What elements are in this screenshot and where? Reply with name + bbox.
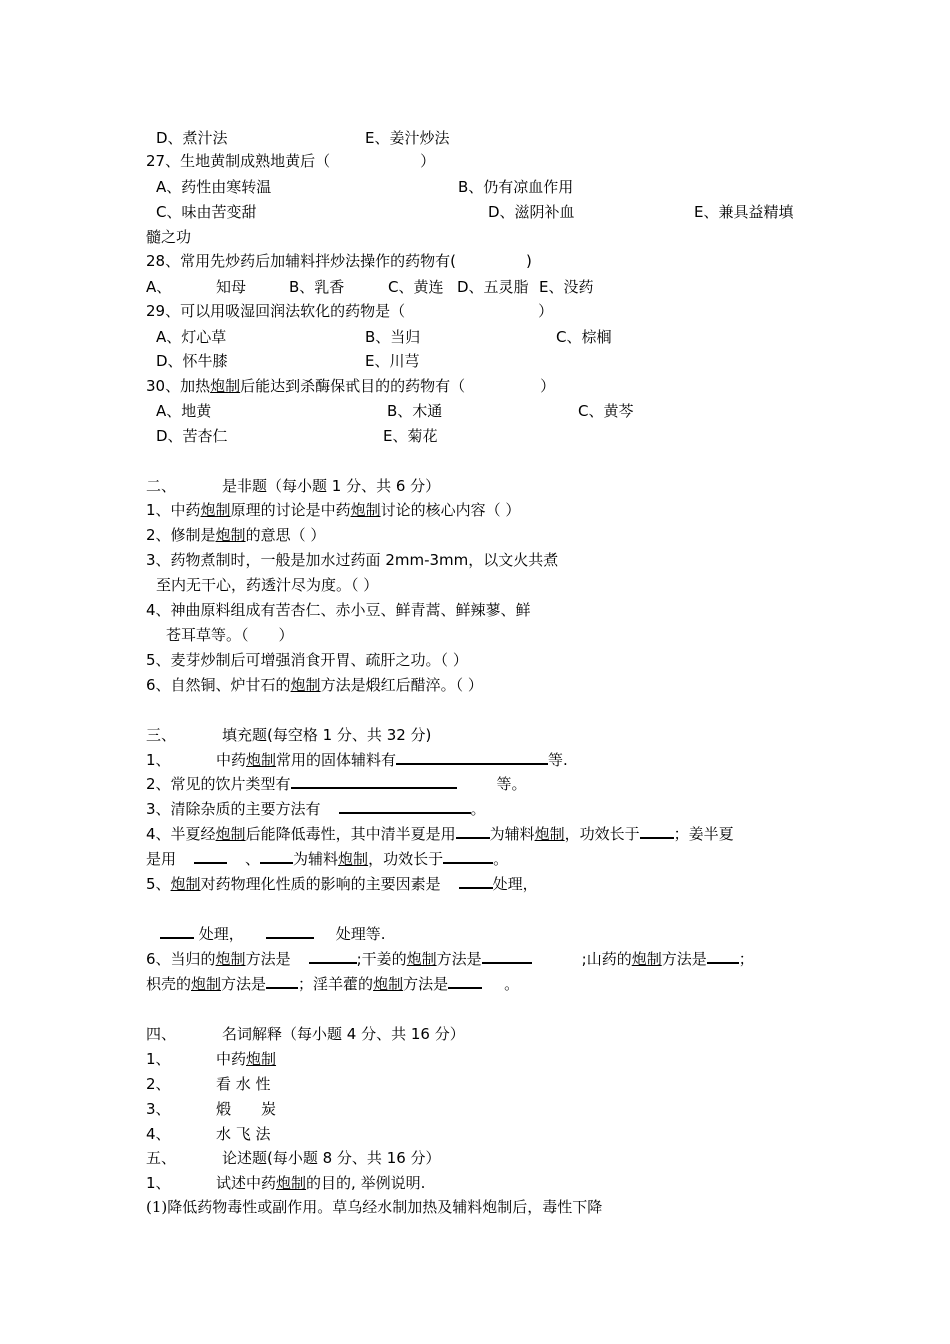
s2-item-6-b: 方法是煅红后醋淬。（ ） <box>320 676 483 694</box>
section4-number: 四、 <box>146 1025 177 1043</box>
q29-stem <box>146 301 553 321</box>
s5-item-1 <box>216 1173 425 1193</box>
s3-item-4-line2 <box>146 849 508 869</box>
s4-item-1-a: 中药 <box>216 1050 247 1068</box>
s4-item-3: 煅 炭 <box>216 1100 277 1118</box>
answer-blank[interactable] <box>339 800 471 814</box>
answer-blank[interactable] <box>396 751 548 765</box>
s2-item-1 <box>146 500 520 520</box>
s2-item-4-line1: 4、神曲原料组成有苦杏仁、赤小豆、鲜青蒿、鲜辣蓼、鲜 <box>146 601 531 619</box>
s3-item-6-h: 枳壳的 <box>146 975 192 993</box>
s2-item-1-a: 1、中药 <box>146 501 201 519</box>
s2-item-2 <box>146 525 325 545</box>
s4-item-2-number: 2、 <box>146 1075 171 1093</box>
s3-item-4-d: ，功效长于 <box>564 825 640 843</box>
s3-item-1-end: 等. <box>548 751 568 769</box>
s3-item-6-line1 <box>146 949 754 969</box>
s3-item-3 <box>146 799 486 819</box>
section5-number: 五、 <box>146 1149 177 1167</box>
s3-item-6-b: 方法是 <box>245 950 291 968</box>
s3-item-4-a: 4、半夏经 <box>146 825 216 843</box>
q27-stem-text: 27、生地黄制成熟地黄后（ <box>146 152 331 170</box>
q29-stem-close: ） <box>538 302 554 320</box>
s3-item-6-c: ;干姜的 <box>356 950 407 968</box>
s5-answer-1: (1)降低药物毒性或副作用。草乌经水制加热及辅料炮制后，毒性下降 <box>146 1198 603 1216</box>
answer-blank[interactable] <box>482 950 532 964</box>
answer-blank[interactable] <box>459 875 493 889</box>
s3-item-4-j: 。 <box>493 850 509 868</box>
section2-title: 是非题（每小题 1 分、共 6 分） <box>222 477 441 495</box>
s3-item-6-k: 方法是 <box>403 975 449 993</box>
s3-item-6-term3: 炮制 <box>631 950 662 968</box>
s3-item-6-j: ；淫羊藿的 <box>298 975 374 993</box>
s4-item-3-number: 3、 <box>146 1100 171 1118</box>
s2-item-3-line1: 3、药物煮制时，一般是加水过药面 2mm-3mm，以文火共煮 <box>146 551 559 569</box>
s2-item-1-term1: 炮制 <box>200 501 231 519</box>
s2-item-5: 5、麦芽炒制后可增强消食开胃、疏肝之功。（ ） <box>146 651 468 669</box>
q28-option-c: C、黄连 <box>388 278 444 296</box>
s3-item-6-g: ； <box>738 950 754 968</box>
s4-item-1 <box>216 1049 276 1069</box>
s3-item-6-d: 方法是 <box>436 950 482 968</box>
s3-item-4-f: 是用 <box>146 850 177 868</box>
s4-item-1-number: 1、 <box>146 1050 171 1068</box>
s3-item-5-c: 处理， <box>198 925 244 943</box>
s3-item-4-e: ；姜半夏 <box>673 825 734 843</box>
s3-item-1 <box>216 750 568 770</box>
s2-item-6 <box>146 675 483 695</box>
section3-title: 填充题(每空格 1 分、共 32 分) <box>222 726 432 744</box>
q29-option-c: C、棕榈 <box>556 328 612 346</box>
answer-blank[interactable] <box>443 850 493 864</box>
s3-item-5-line1: 5、炮制对药物理化性质的影响的主要因素是 处理， <box>146 875 538 893</box>
q30-stem-post: 后能达到杀酶保甙目的的药物有（ <box>240 377 466 395</box>
s3-item-6-i: 方法是 <box>221 975 267 993</box>
answer-blank[interactable] <box>309 950 357 964</box>
q29-option-b: B、当归 <box>365 328 421 346</box>
s5-item-1-b: 的目的, 举例说明. <box>306 1174 426 1192</box>
q30-option-b: B、木通 <box>387 402 443 420</box>
section4-title: 名词解释（每小题 4 分、共 16 分） <box>222 1025 465 1043</box>
s3-item-2-a: 2、常见的饮片类型有 <box>146 775 291 793</box>
s2-item-6-term: 炮制 <box>290 676 321 694</box>
q28-option-d: D、五灵脂 <box>457 278 529 296</box>
s4-item-2: 看 水 性 <box>216 1075 271 1093</box>
s2-item-2-b: 的意思（ ） <box>245 526 326 544</box>
q29-option-a: A、灯心草 <box>156 328 227 346</box>
answer-blank[interactable] <box>456 825 490 839</box>
q28-stem-close: ) <box>525 252 532 270</box>
answer-blank[interactable] <box>707 950 739 964</box>
s3-item-5-line2 <box>160 924 386 944</box>
q29-stem-text: 29、可以用吸湿回润法软化的药物是（ <box>146 302 406 320</box>
s3-item-6-term2: 炮制 <box>406 950 437 968</box>
q28-stem-text: 28、常用先炒药后加辅料拌炒法操作的药物有( <box>146 252 456 270</box>
s3-item-4-term1: 炮制 <box>215 825 246 843</box>
s3-item-5-term: 炮制 <box>170 875 201 893</box>
s3-item-6-l: 。 <box>504 975 520 993</box>
q28-stem <box>146 251 532 271</box>
answer-blank[interactable] <box>448 975 482 989</box>
q26-option-d: D、煮汁法 <box>156 129 228 147</box>
q27-stem <box>146 151 435 171</box>
q27-option-b: B、仍有凉血作用 <box>458 178 574 196</box>
q27-option-c: C、味由苦变甜 <box>156 203 257 221</box>
s4-item-4: 水 飞 法 <box>216 1125 271 1143</box>
section5-title: 论述题(每小题 8 分、共 16 分） <box>222 1149 441 1167</box>
s3-item-3-end: 。 <box>470 800 486 818</box>
s2-item-6-a: 6、自然铜、炉甘石的 <box>146 676 291 694</box>
s3-item-1-a: 中药 <box>216 751 247 769</box>
answer-blank[interactable] <box>266 925 314 939</box>
s4-item-4-number: 4、 <box>146 1125 171 1143</box>
s3-item-1-b: 常用的固体辅料有 <box>276 751 397 769</box>
s2-item-2-term: 炮制 <box>215 526 246 544</box>
s3-item-4-term2: 炮制 <box>534 825 565 843</box>
s3-item-6-term5: 炮制 <box>373 975 404 993</box>
s3-item-6-f: 方法是 <box>661 950 707 968</box>
s3-item-6-e: ;山药的 <box>581 950 632 968</box>
s3-item-1-number: 1、 <box>146 751 171 769</box>
q30-stem-pre: 30、加热 <box>146 377 211 395</box>
q28-option-b: B、乳香 <box>289 278 345 296</box>
s3-item-4-b: 后能降低毒性，其中清半夏是用 <box>245 825 456 843</box>
s3-item-4-g: 、 <box>245 850 261 868</box>
s3-item-6-line2 <box>146 974 519 994</box>
s3-item-1-term: 炮制 <box>246 751 277 769</box>
s2-item-4-line2: 苍耳草等。（ ） <box>166 626 294 644</box>
s3-item-6-term4: 炮制 <box>191 975 222 993</box>
s3-item-4-h: 为辅料 <box>293 850 339 868</box>
s3-item-2 <box>146 774 527 794</box>
q28-option-e: E、没药 <box>539 278 594 296</box>
s5-item-1-number: 1、 <box>146 1174 171 1192</box>
s2-item-1-b: 原理的讨论是中药 <box>230 501 351 519</box>
answer-blank[interactable] <box>291 775 457 789</box>
s4-item-1-term: 炮制 <box>246 1050 277 1068</box>
s3-item-6-term1: 炮制 <box>215 950 246 968</box>
q29-option-d: D、怀牛膝 <box>156 352 228 370</box>
q29-option-e: E、川芎 <box>365 352 420 370</box>
q27-option-a: A、药性由寒转温 <box>156 178 272 196</box>
s3-item-4-line1 <box>146 824 734 844</box>
answer-blank[interactable] <box>260 850 293 864</box>
s5-item-1-a: 试述中药 <box>216 1174 277 1192</box>
q30-option-d: D、苦杏仁 <box>156 427 228 445</box>
q30-stem-term: 炮制 <box>210 377 241 395</box>
s3-item-4-c: 为辅料 <box>489 825 535 843</box>
answer-blank[interactable] <box>194 850 227 864</box>
s3-item-2-end: 等。 <box>496 775 527 793</box>
answer-blank[interactable] <box>160 925 194 939</box>
q26-option-e: E、姜汁炒法 <box>365 129 450 147</box>
s3-item-5-d: 处理等. <box>335 925 386 943</box>
section3-number: 三、 <box>146 726 177 744</box>
q30-stem-close: ） <box>540 377 556 395</box>
s2-item-1-c: 讨论的核心内容（ ） <box>380 501 521 519</box>
s3-item-3-a: 3、清除杂质的主要方法有 <box>146 800 321 818</box>
section2-number: 二、 <box>146 477 177 495</box>
s3-item-4-i: ，功效长于 <box>368 850 444 868</box>
s3-item-6-a: 6、当归的 <box>146 950 216 968</box>
s3-item-5-b: 处理， <box>492 875 538 893</box>
q27-option-e-cont: 髓之功 <box>146 228 192 246</box>
s3-item-4-term3: 炮制 <box>338 850 369 868</box>
s2-item-2-a: 2、修制是 <box>146 526 216 544</box>
s5-item-1-term: 炮制 <box>276 1174 307 1192</box>
q30-option-c: C、黄芩 <box>578 402 634 420</box>
q27-stem-close: ） <box>420 152 436 170</box>
q27-option-e: E、兼具益精填 <box>694 203 794 221</box>
q30-option-a: A、地黄 <box>156 402 212 420</box>
s3-item-5-a: 对药物理化性质的影响的主要因素是 <box>200 875 441 893</box>
q30-option-e: E、菊花 <box>383 427 438 445</box>
answer-blank[interactable] <box>266 975 298 989</box>
s2-item-1-term2: 炮制 <box>350 501 381 519</box>
q28-option-a: 知母 <box>216 278 247 296</box>
q30-stem <box>146 376 555 396</box>
answer-blank[interactable] <box>640 825 674 839</box>
q28-option-a-label: A、 <box>146 278 172 296</box>
s2-item-3-line2: 至内无干心，药透汁尽为度。（ ） <box>156 576 379 594</box>
q27-option-d: D、滋阴补血 <box>488 203 575 221</box>
